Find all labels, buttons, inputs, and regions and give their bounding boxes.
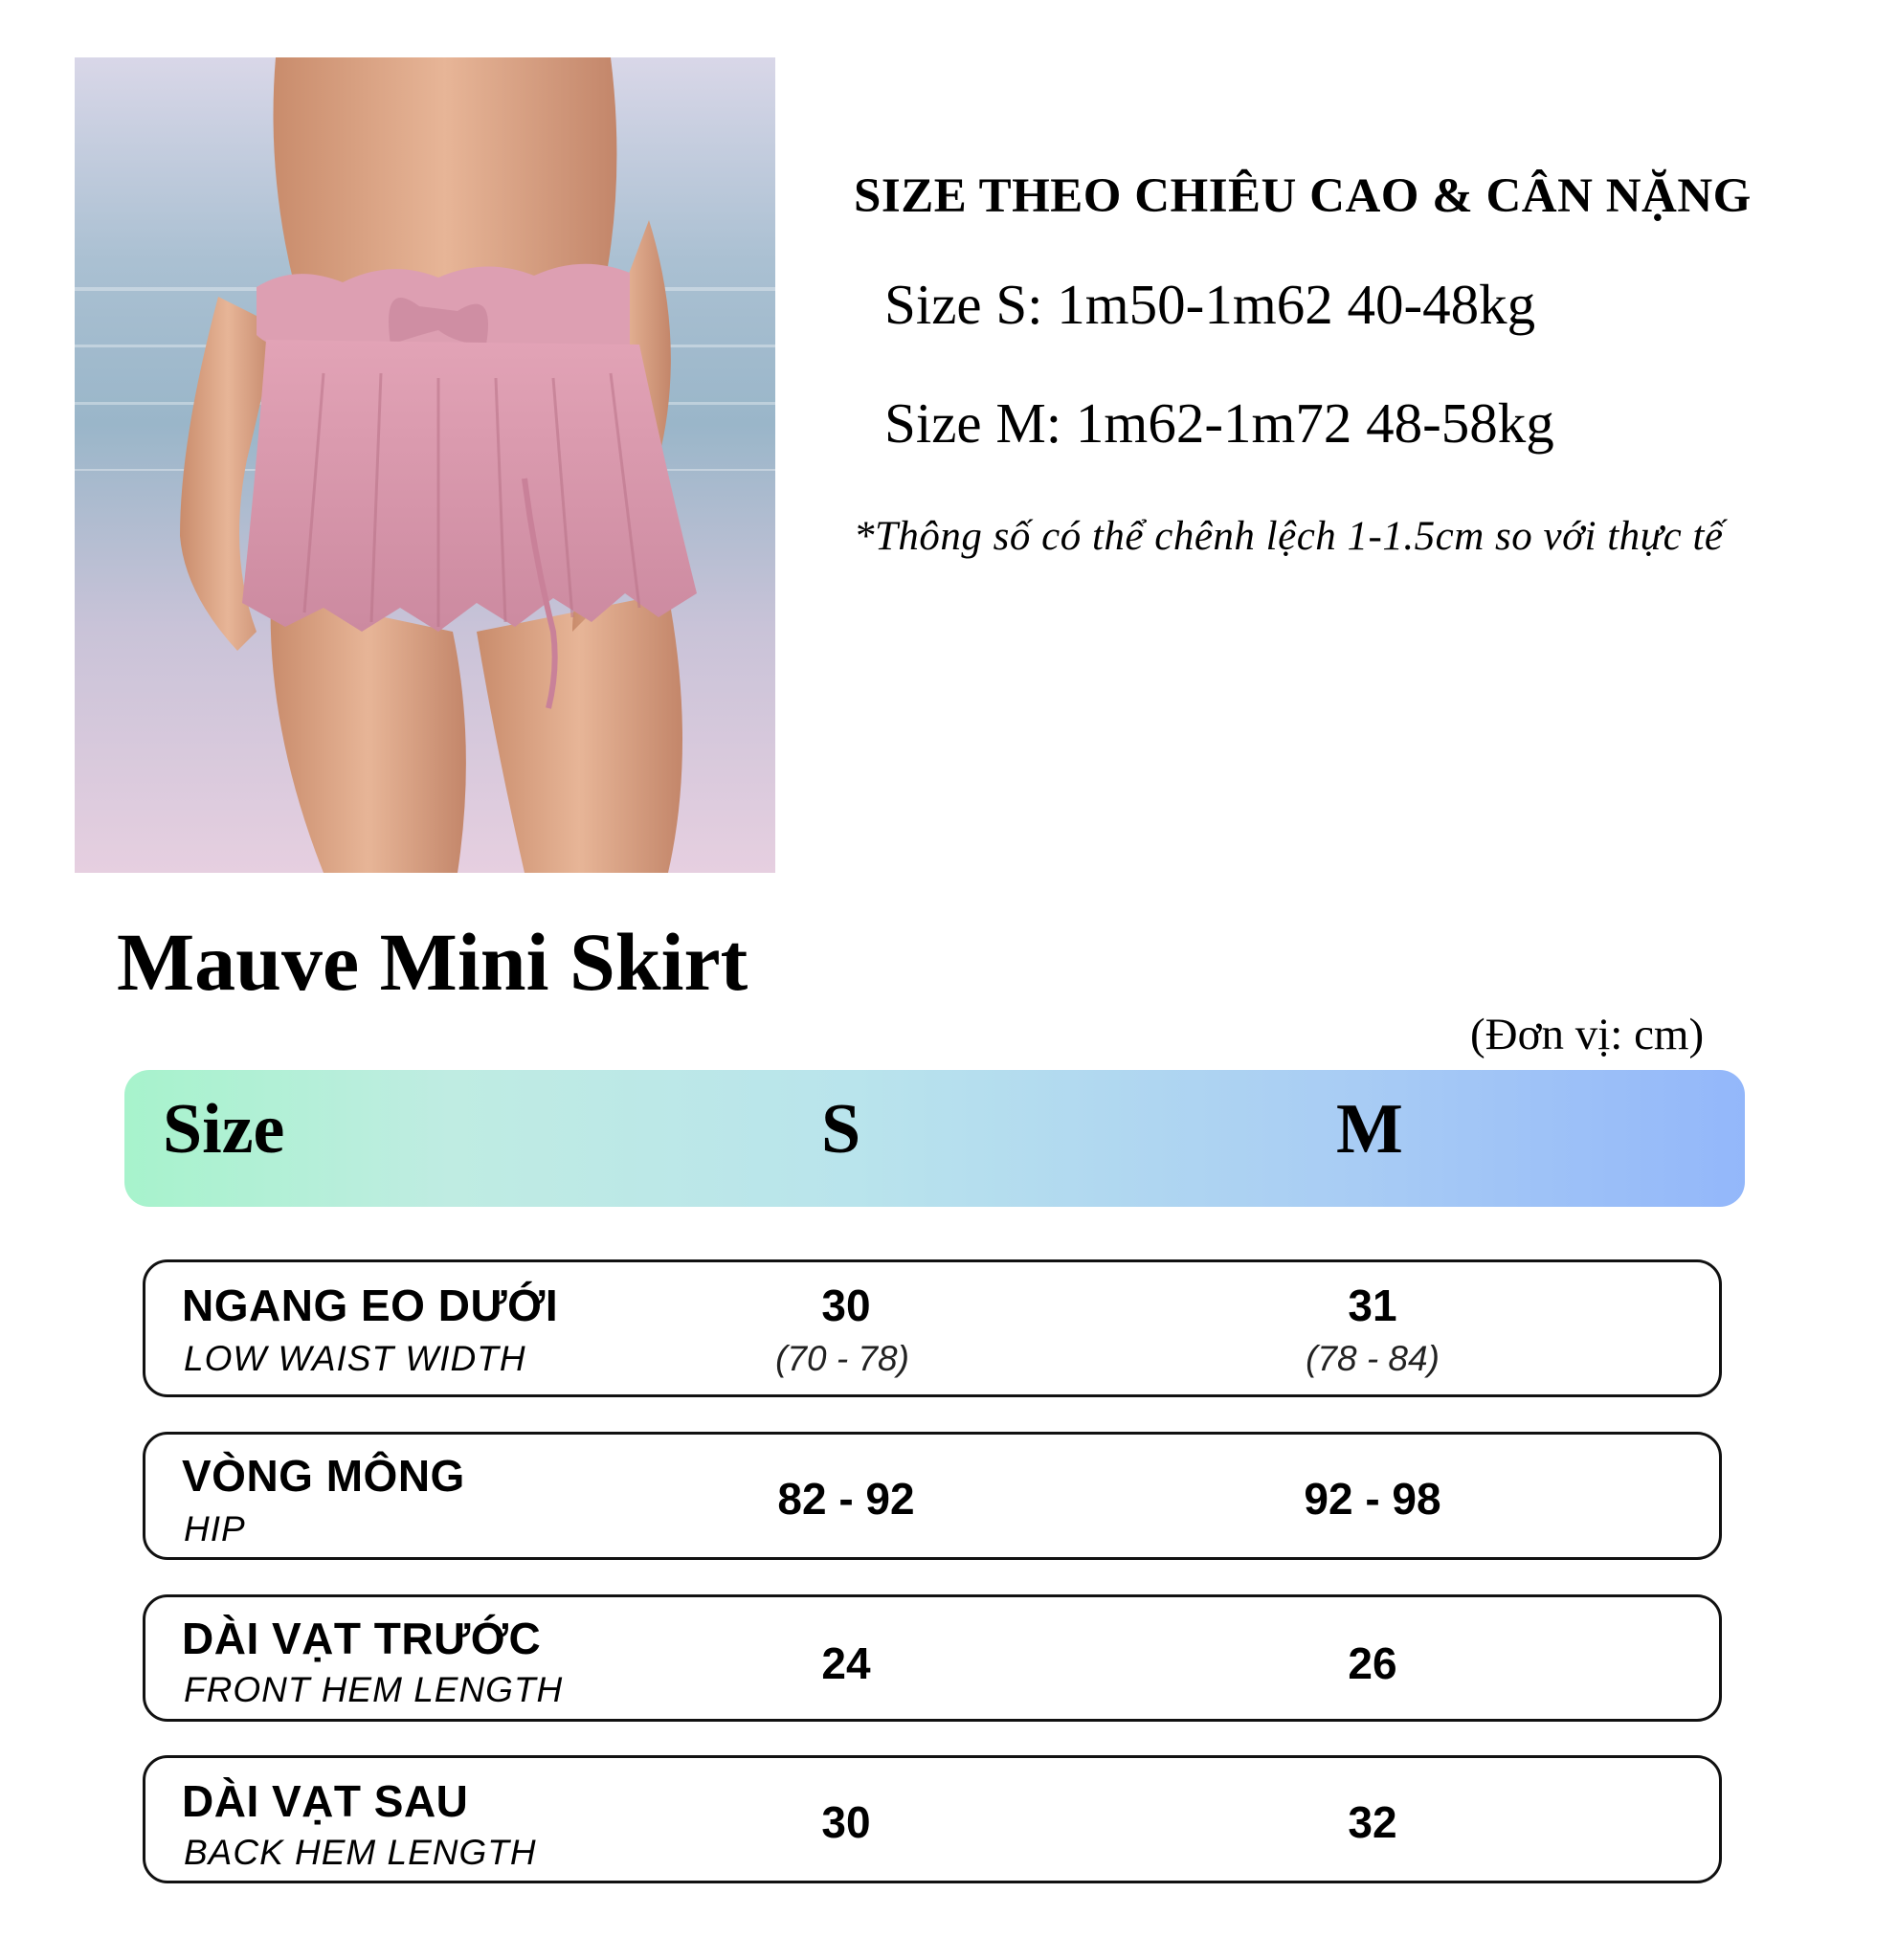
header-size-m: M: [1336, 1090, 1403, 1169]
header-size-label: Size: [163, 1090, 285, 1169]
row-range-m: (78 - 84): [1306, 1339, 1440, 1378]
row-value-m: 32: [1348, 1797, 1397, 1847]
skirt-model-illustration: [75, 57, 775, 873]
product-photo: [75, 57, 775, 873]
row-value-m: 26: [1348, 1638, 1397, 1688]
row-label-vi: DÀI VẠT TRƯỚC: [182, 1614, 542, 1663]
row-value-s: 82 - 92: [777, 1474, 915, 1524]
row-label-vi: DÀI VẠT SAU: [182, 1776, 469, 1826]
row-label-vi: NGANG EO DƯỚI: [182, 1281, 559, 1330]
measurement-row-front-hem: [143, 1594, 1722, 1722]
row-label-en: BACK HEM LENGTH: [184, 1833, 537, 1872]
row-range-s: (70 - 78): [775, 1339, 909, 1378]
row-label-en: FRONT HEM LENGTH: [184, 1670, 564, 1709]
row-label-en: HIP: [184, 1509, 246, 1548]
measurement-row-back-hem: [143, 1755, 1722, 1883]
row-value-s: 30: [821, 1281, 871, 1330]
size-header-bar: [124, 1070, 1745, 1207]
fit-guide-note: *Thông số có thể chênh lệch 1-1.5cm so với thực tế: [854, 514, 1724, 559]
product-title: Mauve Mini Skirt: [117, 916, 748, 1008]
unit-label: (Đơn vị: cm): [1470, 1010, 1705, 1059]
row-value-m: 92 - 98: [1304, 1474, 1441, 1524]
measurement-row-hip: [143, 1432, 1722, 1560]
row-value-s: 30: [821, 1797, 871, 1847]
row-value-s: 24: [821, 1638, 871, 1688]
row-value-m: 31: [1348, 1281, 1397, 1330]
header-size-s: S: [821, 1090, 861, 1169]
fit-guide-size-s: Size S: 1m50-1m62 40-48kg: [884, 273, 1536, 336]
fit-guide-size-m: Size M: 1m62-1m72 48-58kg: [884, 391, 1554, 455]
row-label-vi: VÒNG MÔNG: [182, 1451, 465, 1501]
row-label-en: LOW WAIST WIDTH: [184, 1339, 526, 1378]
measurement-row-low-waist: [143, 1259, 1722, 1397]
fit-guide-title: SIZE THEO CHIÊU CAO & CÂN NẶNG: [854, 169, 1752, 223]
